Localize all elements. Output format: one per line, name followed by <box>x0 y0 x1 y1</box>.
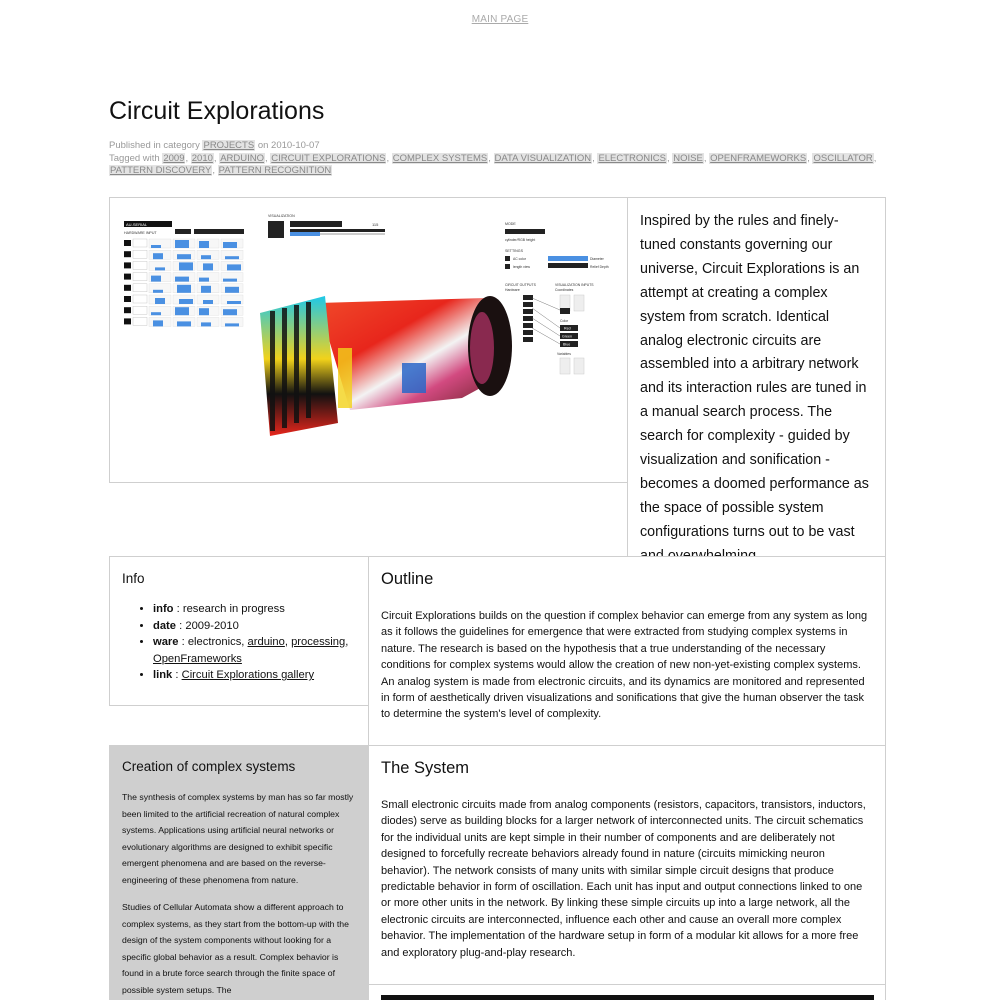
length-view-label: length view <box>513 265 530 269</box>
diameter-label: Diameter <box>590 257 604 261</box>
tag-link[interactable]: OSCILLATOR <box>813 152 873 164</box>
tag-separator: , <box>212 165 218 176</box>
tag-list <box>109 153 876 177</box>
tag-separator: , <box>667 152 673 164</box>
video-preview[interactable] <box>381 995 874 1000</box>
gallery-link[interactable]: Circuit Explorations gallery <box>181 669 315 681</box>
info-heading: Info <box>122 571 145 586</box>
openframeworks-link[interactable]: OpenFrameworks <box>153 652 242 665</box>
page-title: Circuit Explorations <box>109 97 325 125</box>
tag-separator: , <box>265 152 271 164</box>
hero-visualization-image <box>109 197 628 483</box>
tag-separator: , <box>592 152 598 164</box>
creation-paragraph-2: Studies of Cellular Automata show a different approach to complex systems, as they start from the bottom-up with the design of the system components without looking for a specific global behavior as a result. Complex behavior is found in a brute force search through the finite space of possible system setups. The <box>122 902 349 995</box>
circuit-outputs-label: CIRCUIT OUTPUTS <box>505 283 536 287</box>
system-section <box>368 745 886 985</box>
tag-separator: , <box>807 152 813 164</box>
green-label: Green <box>562 334 572 339</box>
tag-link[interactable]: PATTERN DISCOVERY <box>110 165 212 176</box>
published-line: Published in category PROJECTS on 2010-10-07 <box>109 140 320 151</box>
tag-separator: , <box>386 152 392 164</box>
tag-link[interactable]: PATTERN RECOGNITION <box>218 165 332 176</box>
mode-label: MODE <box>505 222 516 226</box>
circuit-output-blocks <box>523 295 533 342</box>
post-meta <box>109 140 889 178</box>
tag-link[interactable]: DATA VISUALIZATION <box>494 152 592 164</box>
tag-separator: , <box>213 152 220 164</box>
outline-heading: Outline <box>381 570 434 588</box>
main-page-link[interactable]: MAIN PAGE <box>471 14 529 25</box>
outline-text: Circuit Explorations builds on the question if complex behavior can emerge from any system as long as it follows the guidelines for emergence that were extracted from studying complex systems in nature. The research is based on the hypothesis that a true understanding of the necessary conditions for complex systems would allow the creation of new non-yet-existing complex systems. An analog system is made from electronic circuits, and its dynamics are monitored and represented in form of aesthetically driven visualizations and sonifications that give the human observer the task to determine the system's level of complexity. <box>381 610 868 721</box>
tag-link[interactable]: 2010 <box>191 152 213 164</box>
hardware-input-label: HARDWARE INPUT <box>124 231 157 235</box>
creation-section <box>109 745 369 1000</box>
ac-color-label: AC color <box>513 257 527 261</box>
tags-line: Tagged with 2009, 2010, ARDUINO, CIRCUIT EXPLORATIONS, COMPLEX SYSTEMS, DATA VISUALIZATION, ELECTRONICS, NOISE, OPENFRAMEWORKS, OSCILLATOR, PATTERN DISCOVERY, PATTERN RECOGNITION <box>109 152 877 176</box>
creation-paragraph-1: The synthesis of complex systems by man has so far mostly been limited to the artificial recreation of natural complex systems. Applications using artificial neural networks or evolutionary algorithms are designed to exhibit specific emergent phenomena and are based on the reverse-engineering of these phenomena from nature. <box>122 792 354 885</box>
info-box <box>109 556 369 706</box>
visualization-label: VISUALIZATION <box>268 214 295 218</box>
serial-label: AU-SERIAL <box>126 222 148 227</box>
blue-label: Blue <box>563 342 571 347</box>
vis-inputs-label: VISUALIZATION INPUTS <box>555 283 594 287</box>
lower-media-box <box>368 984 886 1000</box>
mode-value: cylinder/RGB height <box>505 238 536 242</box>
top-nav <box>0 9 1000 27</box>
tag-link[interactable]: ARDUINO <box>220 152 264 164</box>
tag-separator: , <box>703 152 710 164</box>
red-label: Red <box>564 326 571 331</box>
date-item: • date : 2009-2010 <box>153 618 356 635</box>
tag-link[interactable]: OPENFRAMEWORKS <box>710 152 807 164</box>
processing-link[interactable]: processing <box>291 636 346 648</box>
tag-link[interactable]: COMPLEX SYSTEMS <box>392 152 488 164</box>
relief-depth-label: Relief Depth <box>590 265 609 269</box>
vis-value: 115 <box>372 222 379 227</box>
tag-separator: , <box>873 152 877 164</box>
info-item: • info : research in progress <box>153 601 356 618</box>
system-heading: The System <box>381 759 470 777</box>
tag-link[interactable]: 2009 <box>163 152 185 164</box>
variables-label: Variables <box>557 352 571 356</box>
color-label: Color <box>560 319 569 323</box>
tag-link[interactable]: NOISE <box>673 152 703 164</box>
link-item: • link : Circuit Explorations gallery <box>153 667 356 684</box>
tag-link[interactable]: ELECTRONICS <box>598 152 667 164</box>
ware-item: • ware : electronics, arduino, processing, OpenFrameworks <box>153 634 356 667</box>
hardware-label: Hardware <box>505 288 520 292</box>
outline-section <box>368 556 886 746</box>
tag-separator: , <box>488 152 494 164</box>
info-list <box>153 601 356 684</box>
system-text: Small electronic circuits made from analog components (resistors, capacitors, transistors, inductors, diodes) serve as building blocks for a larger network of interconnected units. The circuit schematics for the individual units are kept simple in their number of components and are deliberately not designed to forcefully recreate behaviors already found in nature (circuits mimicking neuron behavior). The network consists of many units with similar simple circuit designs that produce predictable behavior in form of oscillation. Each unit has input and output connections linked to one or more other units in the network. By linking these simple circuits up into a large network, all the electronic circuits are interconnected, influence each other and cause an overall more complex behavior. The implementation of the hardware setup in form of a modular kit allows for a more free and exploratory plug-and-play research. <box>381 799 866 959</box>
settings-label: SETTINGS <box>505 249 523 253</box>
post-date: 2010-10-07 <box>271 140 320 151</box>
creation-heading: Creation of complex systems <box>122 759 296 774</box>
coordinates-label: Coordinates <box>555 288 574 292</box>
arduino-link[interactable]: arduino <box>247 636 285 648</box>
tag-separator: , <box>185 152 191 164</box>
tag-link[interactable]: CIRCUIT EXPLORATIONS <box>271 152 386 164</box>
intro-text: Inspired by the rules and finely-tuned constants governing our universe, Circuit Explorations is an attempt at creating a complex system from scratch. Identical analog electronic circuits are assembled into a arbitrary network and its interaction rules are tuned in a manual search process. The search for complexity - guided by visualization and sonification - becomes a doomed performance as the space of possible system configurations turns out to be vast <box>627 197 886 557</box>
category-link[interactable]: PROJECTS <box>203 140 255 151</box>
